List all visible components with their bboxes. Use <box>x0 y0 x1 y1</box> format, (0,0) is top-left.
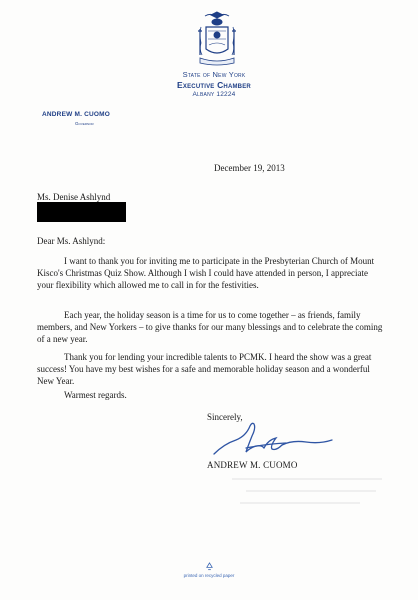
body-paragraph: Each year, the holiday season is a time for us to come together – as friends, family members, and New Yorkers – to give thanks for our many blessings and to celebrate the coming of a new year. <box>37 310 383 344</box>
recycled-paper-note: printed on recycled paper <box>183 573 235 578</box>
letterhead-chamber: Executive Chamber <box>177 80 251 90</box>
body-paragraph: I want to thank you for inviting me to participate in the Presbyterian Church of Mount Kisco's Christmas Quiz Show. Although I wish I could have attended in person, I appreciate your flexibility which allowed me to call in for the festivities. <box>37 256 375 290</box>
salutation: Dear Ms. Ashlynd: <box>37 236 106 246</box>
signature-image <box>206 418 356 460</box>
governor-name: ANDREW M. CUOMO <box>42 111 110 118</box>
governor-title: Governor <box>75 121 94 126</box>
letterhead-address: Albany 12224 <box>192 91 236 98</box>
letter-date: December 19, 2013 <box>214 163 285 173</box>
bleed-through <box>246 490 376 492</box>
signer-name: ANDREW M. CUOMO <box>207 460 298 470</box>
bleed-through <box>240 502 360 504</box>
sign-off: Sincerely, <box>207 412 243 422</box>
recipient-name: Ms. Denise Ashlynd <box>37 192 111 202</box>
letterhead-state: State of New York <box>182 70 246 79</box>
redacted-address <box>37 202 126 222</box>
bleed-through <box>232 478 382 480</box>
closing-line: Warmest regards. <box>64 390 127 400</box>
body-paragraph: Thank you for lending your incredible talents to PCMK. I heard the show was a great success! You have my best wishes for a safe and memorable holiday season and a wonderful New Year. <box>37 352 372 386</box>
state-seal-icon <box>192 9 242 67</box>
recycle-icon <box>205 562 214 571</box>
